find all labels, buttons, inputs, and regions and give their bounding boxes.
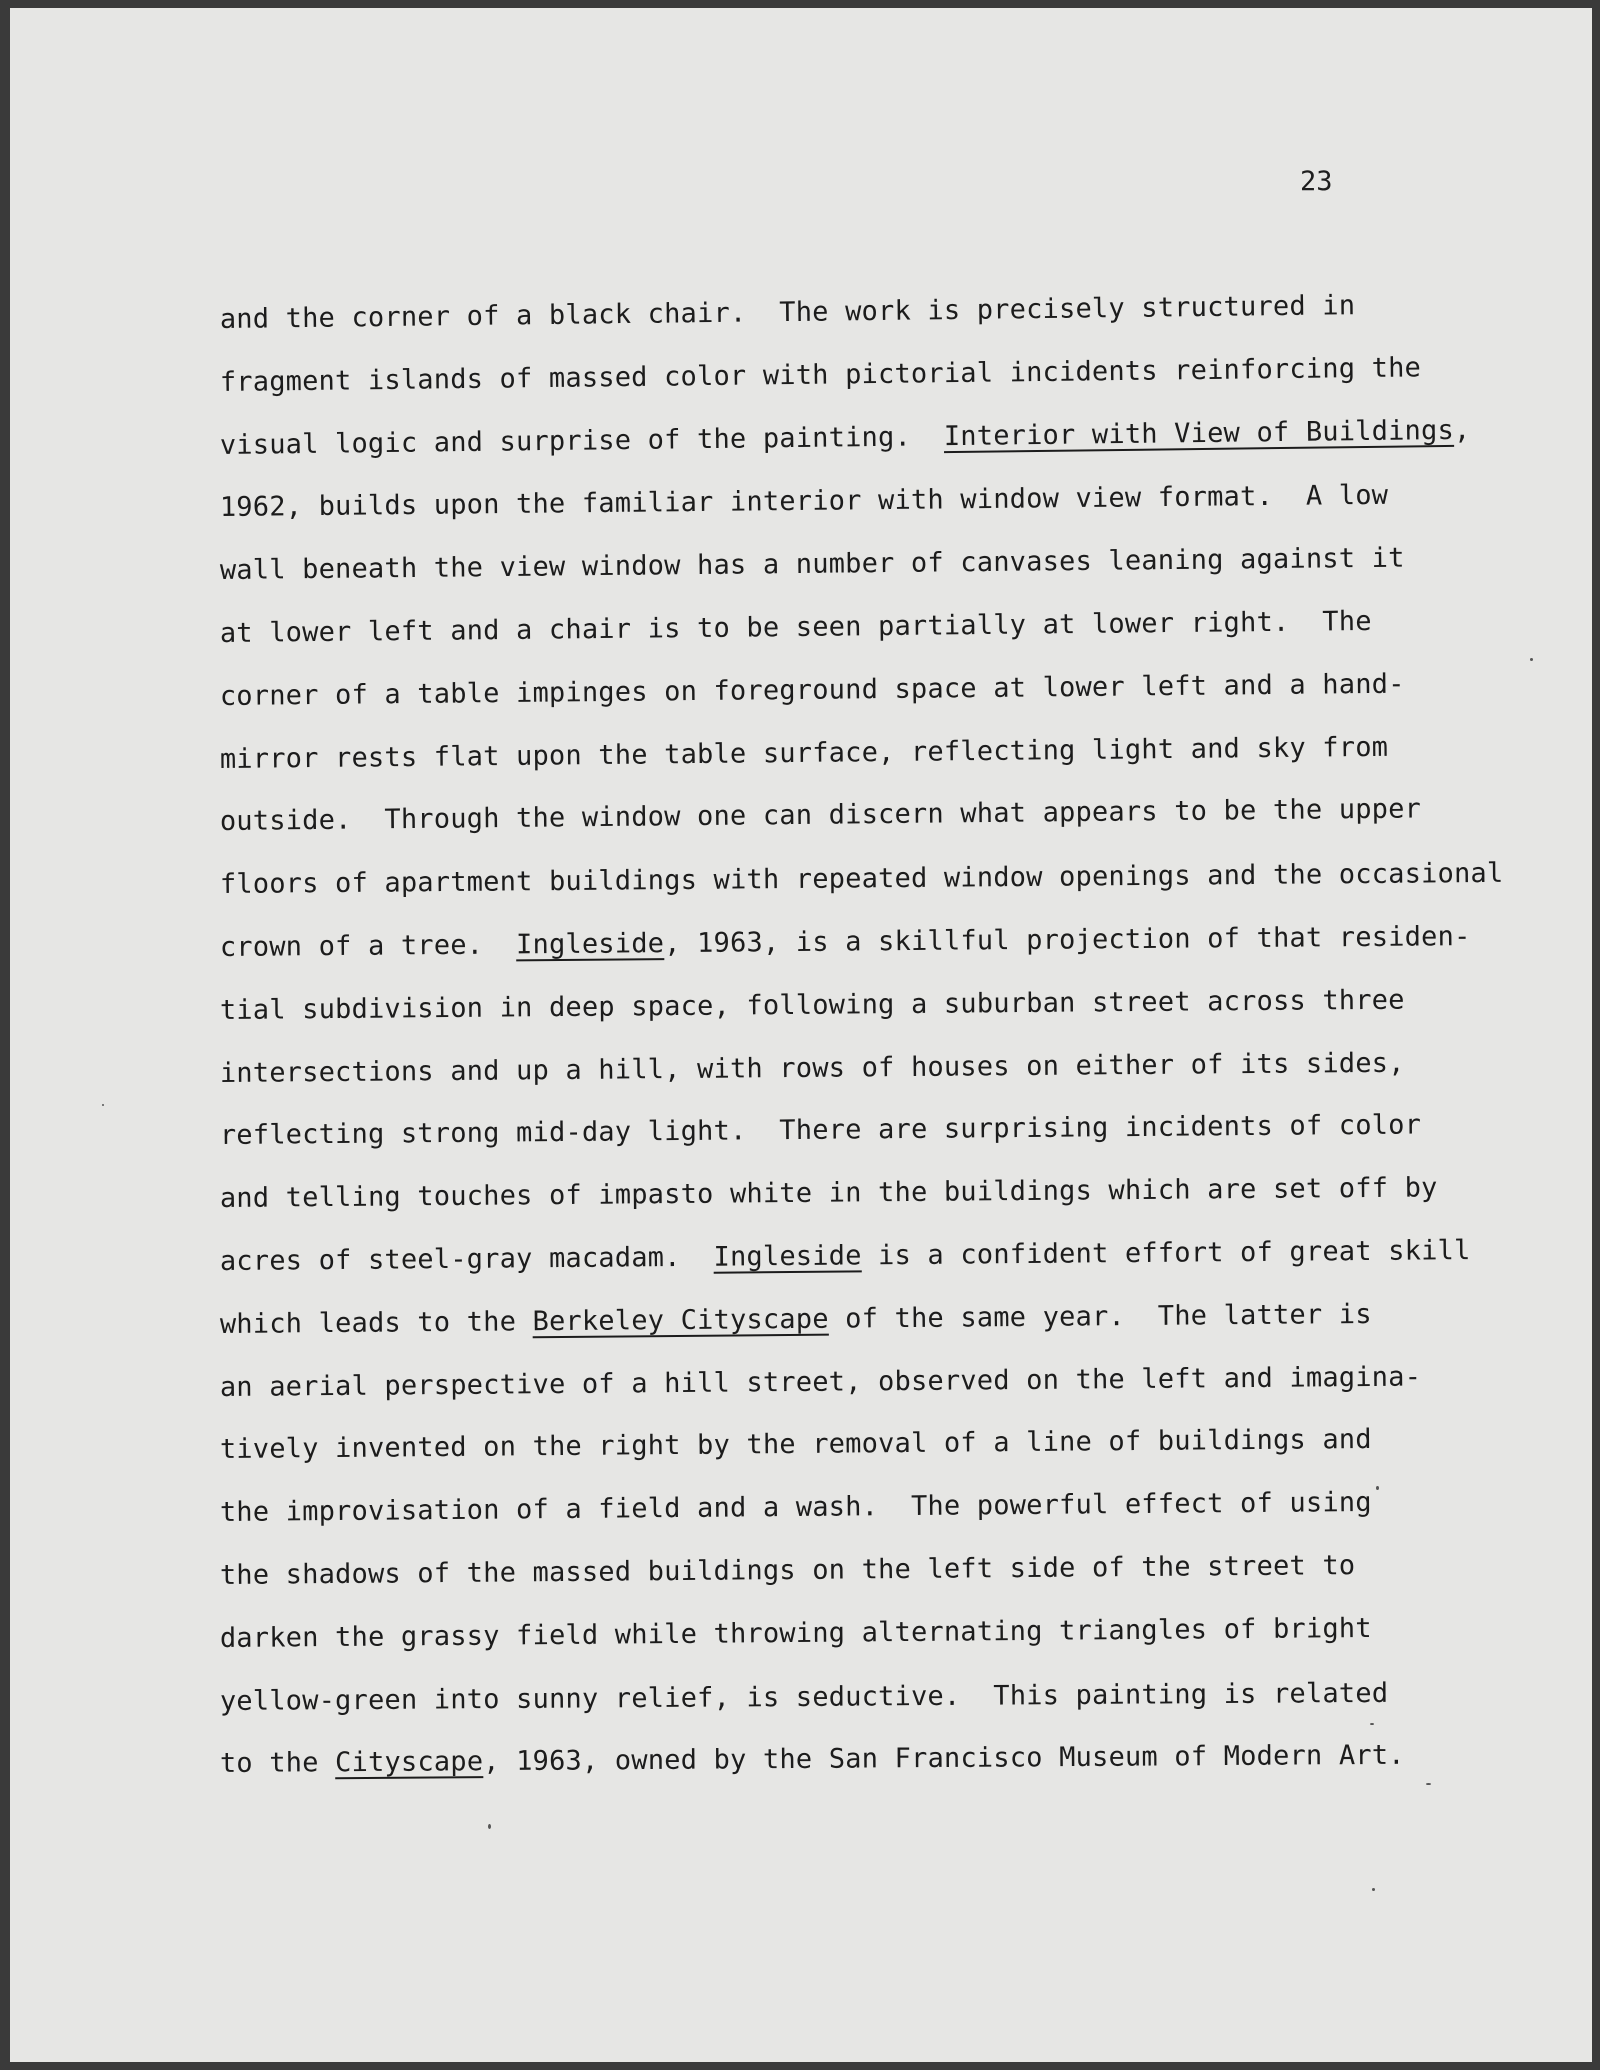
- typescript-page: [10, 8, 1592, 2062]
- text-run: an aerial perspective of a hill street, observed on the left and imagina-: [219, 1361, 1422, 1403]
- text-run: , 1963, is a skillful projection of that residen-: [664, 921, 1471, 960]
- underlined-title: Cityscape: [335, 1746, 484, 1779]
- text-run: crown of a tree.: [219, 929, 517, 963]
- text-line: [220, 1419, 1481, 1493]
- text-run: mirror rests flat upon the table surface, reflecting light and sky from: [219, 731, 1389, 775]
- text-run: visual logic and surprise of the painting.: [219, 420, 945, 461]
- text-line: [220, 1673, 1480, 1745]
- text-line: [219, 854, 1504, 928]
- underlined-title: Berkeley Cityscape: [532, 1303, 829, 1338]
- text-line: [220, 1357, 1481, 1431]
- text-run: floors of apartment buildings with repeated window openings and the occasional: [219, 857, 1504, 901]
- text-run: and telling touches of impasto white in the buildings which are set off by: [219, 1172, 1438, 1215]
- text-line: [220, 1294, 1481, 1368]
- text-line: [220, 917, 1481, 991]
- text-run: and the corner of a black chair. The work is precisely structured in: [219, 290, 1356, 335]
- text-run: darken the grassy field while throwing alternating triangles of bright: [219, 1612, 1372, 1654]
- text-line: [220, 1608, 1481, 1682]
- scan-speck: [1372, 1888, 1375, 1891]
- text-run: reflecting strong mid-day light. There are surprising incidents of color: [219, 1109, 1422, 1152]
- scan-speck: [488, 1824, 491, 1829]
- text-run: tively invented on the right by the removal of a line of buildings and: [219, 1424, 1372, 1466]
- scan-speck: [1376, 1486, 1379, 1490]
- text-line: [220, 980, 1481, 1054]
- text-run: corner of a table impinges on foreground space at lower left and a hand-: [219, 668, 1405, 712]
- text-run: fragment islands of massed color with pictorial incidents reinforcing the: [219, 352, 1422, 398]
- text-line: [220, 1545, 1481, 1619]
- text-line: [220, 789, 1481, 865]
- text-run: outside. Through the window one can discern what appears to be the upper: [219, 793, 1422, 838]
- text-run: ,: [1453, 414, 1471, 446]
- text-line: [220, 1482, 1481, 1556]
- text-line: [220, 1043, 1481, 1117]
- text-run: acres of steel-gray macadam.: [219, 1241, 714, 1277]
- text-run: yellow-green into sunny relief, is seductive. This painting is related: [219, 1677, 1389, 1717]
- underlined-title: Ingleside: [515, 928, 665, 961]
- body-paragraph: [219, 290, 1504, 1807]
- text-run: which leads to the: [219, 1306, 533, 1340]
- scan-speck: [1530, 658, 1533, 661]
- scan-speck: [1370, 1723, 1374, 1725]
- text-run: tial subdivision in deep space, following a suburban street across three: [219, 984, 1405, 1026]
- text-run: the improvisation of a field and a wash. The powerful effect of using: [219, 1487, 1372, 1529]
- page-number: 23: [1300, 166, 1333, 197]
- scan-speck: [1426, 1783, 1431, 1785]
- text-run: wall beneath the view window has a number of canvases leaning against it: [219, 542, 1405, 587]
- text-line: [220, 1231, 1481, 1305]
- text-run: is a confident effort of great skill: [861, 1235, 1471, 1272]
- underlined-title: Interior with View of Buildings: [943, 414, 1455, 452]
- text-line: [220, 1736, 1480, 1808]
- scan-speck: [102, 1104, 104, 1106]
- text-run: 1962, builds upon the familiar interior with window view format. A low: [219, 480, 1389, 524]
- text-run: at lower left and a chair is to be seen partially at lower right. The: [219, 605, 1372, 649]
- text-line: [220, 1168, 1481, 1242]
- text-line: [220, 1105, 1481, 1179]
- text-run: the shadows of the massed buildings on the left side of the street to: [219, 1550, 1356, 1591]
- text-run: to the: [219, 1747, 336, 1780]
- text-run: of the same year. The latter is: [828, 1298, 1372, 1335]
- text-run: intersections and up a hill, with rows of houses on either of its sides,: [219, 1047, 1405, 1089]
- text-run: , 1963, owned by the San Francisco Museum of Modern Art.: [483, 1740, 1405, 1778]
- underlined-title: Ingleside: [713, 1240, 862, 1273]
